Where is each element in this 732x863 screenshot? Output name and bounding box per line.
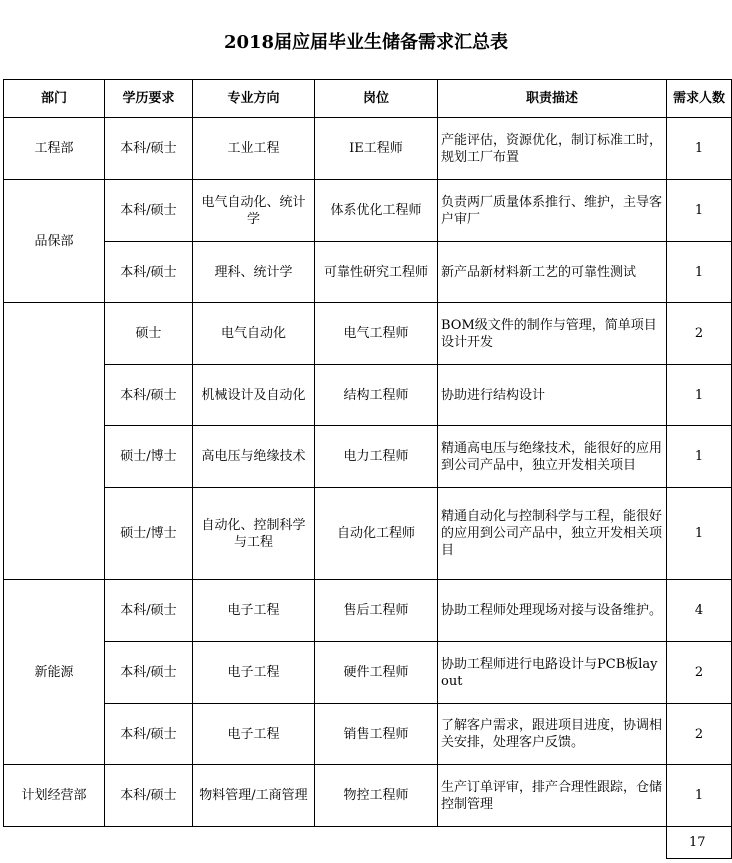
- table-header-row: [4, 80, 732, 118]
- cell-count: 2: [667, 303, 732, 365]
- cell-count: 1: [667, 765, 732, 827]
- total-blank: [315, 827, 438, 859]
- cell-edu: 本科/硕士: [105, 642, 193, 704]
- cell-major: 电气自动化、统计学: [193, 180, 315, 242]
- table-row: [4, 303, 732, 365]
- cell-desc: 精通自动化与控制科学与工程，能很好的应用到公司产品中，独立开发相关项目: [438, 488, 667, 580]
- total-count: 17: [667, 827, 732, 859]
- cell-edu: 硕士/博士: [105, 426, 193, 488]
- cell-major: 电子工程: [193, 704, 315, 765]
- cell-count: 1: [667, 242, 732, 303]
- cell-desc: 新产品新材料新工艺的可靠性测试: [438, 242, 667, 303]
- cell-dept: 计划经营部: [4, 765, 105, 827]
- cell-dept: 工程部: [4, 118, 105, 180]
- requirements-table: [3, 79, 732, 859]
- total-row: [4, 827, 732, 859]
- cell-edu: 本科/硕士: [105, 580, 193, 642]
- cell-edu: 硕士: [105, 303, 193, 365]
- cell-major: 高电压与绝缘技术: [193, 426, 315, 488]
- table-row: [4, 488, 732, 580]
- cell-major: 机械设计及自动化: [193, 365, 315, 426]
- table-row: [4, 642, 732, 704]
- cell-dept: [4, 303, 105, 580]
- total-blank: [4, 827, 105, 859]
- cell-position: 电力工程师: [315, 426, 438, 488]
- cell-position: 可靠性研究工程师: [315, 242, 438, 303]
- table-row: [4, 118, 732, 180]
- cell-position: 电气工程师: [315, 303, 438, 365]
- cell-position: 结构工程师: [315, 365, 438, 426]
- cell-count: 1: [667, 365, 732, 426]
- cell-count: 1: [667, 118, 732, 180]
- cell-position: 自动化工程师: [315, 488, 438, 580]
- cell-edu: 本科/硕士: [105, 365, 193, 426]
- table-row: [4, 765, 732, 827]
- header-dept: 部门: [4, 80, 105, 118]
- cell-major: 电子工程: [193, 580, 315, 642]
- table-row: [4, 704, 732, 765]
- cell-desc: 生产订单评审，排产合理性跟踪，仓储控制管理: [438, 765, 667, 827]
- cell-edu: 本科/硕士: [105, 180, 193, 242]
- cell-dept: 新能源: [4, 580, 105, 765]
- cell-count: 1: [667, 180, 732, 242]
- cell-major: 理科、统计学: [193, 242, 315, 303]
- cell-desc: 负责两厂质量体系推行、维护，主导客户审厂: [438, 180, 667, 242]
- header-edu: 学历要求: [105, 80, 193, 118]
- cell-desc: BOM级文件的制作与管理，简单项目设计开发: [438, 303, 667, 365]
- cell-position: 销售工程师: [315, 704, 438, 765]
- cell-desc: 精通高电压与绝缘技术，能很好的应用到公司产品中，独立开发相关项目: [438, 426, 667, 488]
- cell-count: 2: [667, 642, 732, 704]
- cell-edu: 本科/硕士: [105, 118, 193, 180]
- cell-count: 1: [667, 426, 732, 488]
- cell-position: 体系优化工程师: [315, 180, 438, 242]
- total-blank: [193, 827, 315, 859]
- cell-count: 4: [667, 580, 732, 642]
- table-row: [4, 365, 732, 426]
- table-row: [4, 426, 732, 488]
- cell-major: 电气自动化: [193, 303, 315, 365]
- cell-major: 物料管理/工商管理: [193, 765, 315, 827]
- header-position: 岗位: [315, 80, 438, 118]
- cell-major: 自动化、控制科学与工程: [193, 488, 315, 580]
- cell-desc: 协助工程师进行电路设计与PCB板layout: [438, 642, 667, 704]
- total-blank: [105, 827, 193, 859]
- header-count: 需求人数: [667, 80, 732, 118]
- cell-desc: 了解客户需求，跟进项目进度，协调相关安排，处理客户反馈。: [438, 704, 667, 765]
- cell-count: 2: [667, 704, 732, 765]
- cell-edu: 本科/硕士: [105, 242, 193, 303]
- cell-position: 物控工程师: [315, 765, 438, 827]
- cell-edu: 本科/硕士: [105, 704, 193, 765]
- cell-edu: 本科/硕士: [105, 765, 193, 827]
- cell-dept: 品保部: [4, 180, 105, 303]
- cell-position: IE工程师: [315, 118, 438, 180]
- total-blank: [438, 827, 667, 859]
- cell-count: 1: [667, 488, 732, 580]
- cell-position: 硬件工程师: [315, 642, 438, 704]
- table-row: [4, 180, 732, 242]
- header-major: 专业方向: [193, 80, 315, 118]
- page-title: 2018届应届毕业生储备需求汇总表: [223, 32, 509, 53]
- cell-position: 售后工程师: [315, 580, 438, 642]
- cell-desc: 协助进行结构设计: [438, 365, 667, 426]
- cell-edu: 硕士/博士: [105, 488, 193, 580]
- table-row: [4, 580, 732, 642]
- cell-desc: 产能评估，资源优化，制订标准工时，规划工厂布置: [438, 118, 667, 180]
- cell-desc: 协助工程师处理现场对接与设备维护。: [438, 580, 667, 642]
- cell-major: 电子工程: [193, 642, 315, 704]
- cell-major: 工业工程: [193, 118, 315, 180]
- header-desc: 职责描述: [438, 80, 667, 118]
- table-row: [4, 242, 732, 303]
